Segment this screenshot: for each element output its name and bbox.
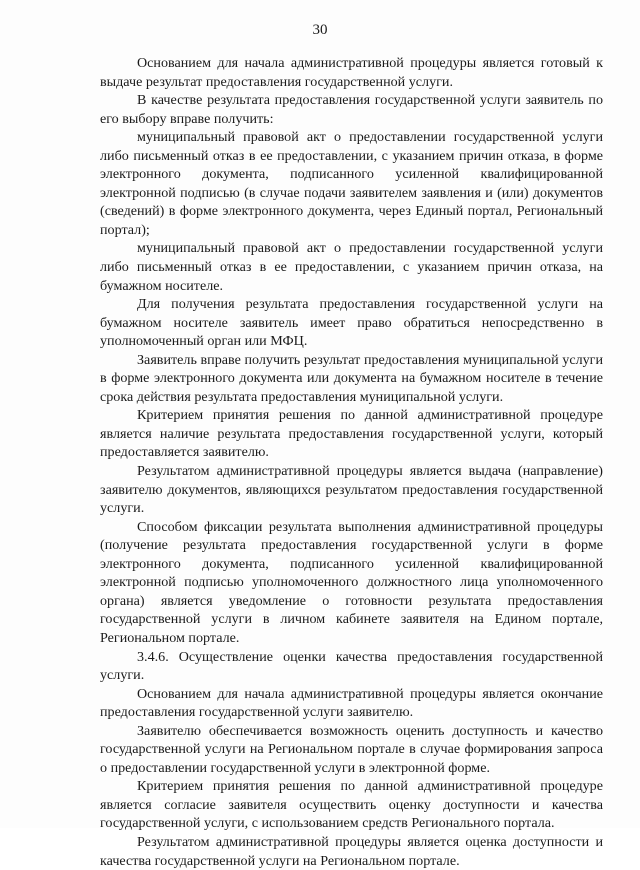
paragraph: Для получения результата предоставления государственной услуги на бумажном носителе заявитель имеет право обратиться непосредственно в уполномоченный орган или МФЦ. [100,296,603,350]
paragraph: Критерием принятия решения по данной административной процедуре является наличие результата предоставления государственной услуги, который предоставляется заявителю. [100,407,603,461]
paragraph: Результатом административной процедуры является выдача (направление) заявителю документов, являющихся результатом предоставления государственной услуги. [100,463,603,517]
paragraph: Результатом административной процедуры является оценка доступности и качества государственной услуги на Региональном портале. [100,833,603,869]
paragraph: Способом фиксации результата выполнения административной процедуры (получение результата предоставления государственной услуги в форме электронного документа, подписанного усиленной квалифицированной электронной подписью уполномоченного должностного лица уполномоченного органа) является уведомление о готовности результата предоставления государственной услуги в личном кабинете заявителя на Едином портале, Региональном портале. [100,518,603,646]
page-number: 30 [312,22,328,38]
paragraph: муниципальный правовой акт о предоставлении государственной услуги либо письменный отказ в ее предоставлении, с указанием причин отказа, в форме электронного документа, подписанного усиленной квалифицированной электронной подписью (в случае подачи заявителем заявления и (или) документов (сведений) в форме электронного документа, через Единый портал, Региональный портал); [100,129,603,238]
paragraph: Заявителю обеспечивается возможность оценить доступность и качество государственной услуги на Региональном портале в случае формирования запроса о предоставлении государственной услуги в электронной форме. [100,722,603,776]
paragraph: Критерием принятия решения по данной административной процедуре является согласие заявителя осуществить оценку доступности и качества государственной услуги, с использованием средств Регионального портала. [100,778,603,832]
section-heading: 3.4.6. Осуществление оценки качества предоставления государственной услуги. [100,648,603,684]
paragraph: муниципальный правовой акт о предоставлении государственной услуги либо письменный отказ в ее предоставлении, с указанием причин отказа, на бумажном носителе. [100,240,603,294]
paragraph: Основанием для начала административной процедуры является окончание предоставления государственной услуги заявителю. [100,685,603,721]
paragraph: Основанием для начала административной процедуры является готовый к выдаче результат предоставления государственной услуги. [100,55,603,90]
paragraph: Заявитель вправе получить результат предоставления муниципальной услуги в форме электронного документа или документа на бумажном носителе в течение срока действия результата предоставления муниципальной услуги. [100,351,603,405]
document-body [100,54,603,870]
paragraph: В качестве результата предоставления государственной услуги заявитель по его выбору вправе получить: [100,92,603,127]
